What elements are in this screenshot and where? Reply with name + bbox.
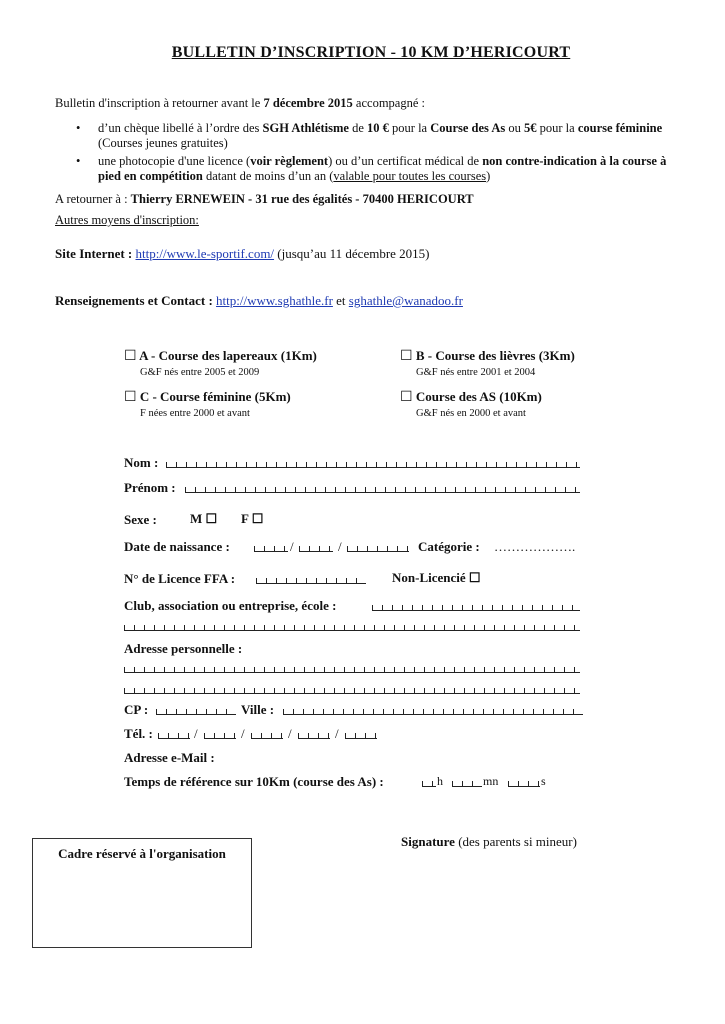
birthdate-year-field[interactable] (347, 543, 409, 552)
ville-field[interactable] (283, 706, 583, 715)
tel-field-5[interactable] (345, 730, 377, 739)
sexe-label: Sexe : (124, 512, 157, 527)
tel-separator: / (335, 726, 339, 741)
sexe-f-checkbox[interactable]: F ☐ (241, 511, 264, 526)
tel-field-2[interactable] (204, 730, 236, 739)
signature-line[interactable] (401, 834, 577, 850)
temps-hours-field[interactable] (422, 778, 436, 787)
prenom-field[interactable] (185, 484, 580, 493)
course-name: A - Course des lapereaux (1Km) (136, 348, 317, 363)
text: une photocopie d'une licence ( (98, 154, 251, 168)
tel-field-1[interactable] (158, 730, 190, 739)
licence-field[interactable] (256, 575, 366, 584)
list-item (76, 154, 676, 184)
text: datant de moins d’un an ( (202, 169, 334, 183)
requirements-list (76, 121, 676, 187)
website-note: (jusqu’au 11 décembre 2015) (274, 246, 430, 261)
tel-separator: / (288, 726, 292, 741)
other-methods-heading: Autres moyens d'inscription: (55, 213, 199, 227)
course-name: B - Course des lièvres (3Km) (412, 348, 575, 363)
intro-text-1: Bulletin d'inscription à retourner avant le (55, 96, 264, 110)
hours-unit: h (437, 774, 443, 788)
text: Course des As (430, 121, 506, 135)
text: pour la (388, 121, 431, 135)
tel-separator: / (241, 726, 245, 741)
text: d’un chèque libellé à l’ordre des (98, 121, 263, 135)
return-address (55, 192, 474, 207)
checkbox-icon[interactable]: ☐ (124, 349, 137, 364)
categorie-dots[interactable]: ………………. (494, 539, 576, 554)
temps-label: Temps de référence sur 10Km (course des As) : (124, 774, 384, 789)
text: (Courses jeunes gratuites) (98, 136, 228, 150)
tel-field-4[interactable] (298, 730, 330, 739)
non-licencie-checkbox[interactable]: Non-Licencié ☐ (392, 570, 481, 585)
course-option-as[interactable] (400, 389, 542, 419)
prenom-label: Prénom : (124, 480, 176, 495)
seconds-unit: s (541, 774, 546, 788)
text: SGH Athlétisme (262, 121, 349, 135)
club-field-1[interactable] (372, 602, 580, 611)
cp-label: CP : (124, 702, 149, 717)
text: voir règlement (250, 154, 329, 168)
course-name: C - Course féminine (5Km) (136, 389, 291, 404)
tel-separator: / (194, 726, 198, 741)
text: course féminine (577, 121, 663, 135)
date-separator: / (338, 539, 342, 554)
course-subtitle: G&F nés en 2000 et avant (416, 408, 526, 419)
email-label: Adresse e-Mail : (124, 750, 215, 765)
text: et (332, 293, 349, 308)
temps-seconds-field[interactable] (508, 778, 540, 787)
text: de (348, 121, 368, 135)
signature-label: Signature (401, 834, 455, 849)
birthdate-label: Date de naissance : (124, 539, 230, 554)
sexe-m-checkbox[interactable]: M ☐ (190, 511, 218, 526)
intro-text (55, 96, 425, 111)
club-label: Club, association ou entreprise, école : (124, 598, 337, 613)
deadline-date: 7 décembre 2015 (263, 96, 353, 110)
tel-field-3[interactable] (251, 730, 283, 739)
date-separator: / (290, 539, 294, 554)
adresse-label: Adresse personnelle : (124, 641, 243, 656)
contact-email-link[interactable]: sghathle@wanadoo.fr (348, 293, 463, 308)
signature-note: (des parents si mineur) (454, 834, 577, 849)
bullet-icon: • (76, 121, 81, 135)
bullet-icon: • (76, 154, 81, 168)
organisation-box-title: Cadre réservé à l'organisation (58, 846, 226, 861)
list-item (76, 121, 676, 151)
ville-label: Ville : (241, 702, 275, 717)
text: ) ou d’un certificat médical de (328, 154, 483, 168)
nom-field[interactable] (166, 459, 580, 468)
course-subtitle: G&F nés entre 2001 et 2004 (416, 367, 536, 378)
text: 10 € (367, 121, 389, 135)
text: ) (486, 169, 491, 183)
birthdate-day-field[interactable] (254, 543, 288, 552)
temps-minutes-field[interactable] (452, 778, 482, 787)
course-subtitle: G&F nés entre 2005 et 2009 (140, 367, 260, 378)
cp-field[interactable] (156, 706, 236, 715)
website-link[interactable]: http://www.le-sportif.com/ (135, 246, 275, 261)
text: pour la (536, 121, 578, 135)
contact-website-link[interactable]: http://www.sghathle.fr (216, 293, 333, 308)
course-name: Course des AS (10Km) (412, 389, 542, 404)
categorie-label: Catégorie : (418, 539, 480, 554)
club-field-2[interactable] (124, 622, 580, 631)
page-title: BULLETIN D’INSCRIPTION - 10 KM D’HERICOURT (171, 44, 571, 61)
checkbox-icon[interactable]: ☐ (400, 390, 413, 405)
text: ou (505, 121, 524, 135)
contact-label: Renseignements et Contact : (55, 293, 217, 308)
licence-label: N° de Licence FFA : (124, 571, 236, 586)
course-option-b[interactable] (400, 348, 575, 378)
minutes-unit: mn (483, 774, 499, 788)
website-line (55, 246, 430, 262)
checkbox-icon[interactable]: ☐ (400, 349, 413, 364)
course-option-a[interactable] (124, 348, 317, 378)
contact-line (55, 293, 463, 309)
text: 5€ (524, 121, 537, 135)
return-address-value: Thierry ERNEWEIN - 31 rue des égalités - 70400 HERICOURT (130, 192, 474, 206)
birthdate-month-field[interactable] (299, 543, 333, 552)
text: valable pour toutes les courses (333, 169, 487, 183)
nom-label: Nom : (124, 455, 159, 470)
website-label: Site Internet : (55, 246, 136, 261)
course-subtitle: F nées entre 2000 et avant (140, 408, 250, 419)
return-label: A retourner à : (55, 192, 131, 206)
checkbox-icon[interactable]: ☐ (124, 390, 137, 405)
text: non contre-indication à la course à pied en compétition (98, 154, 667, 183)
tel-label: Tél. : (124, 726, 153, 741)
organisation-box (32, 838, 252, 948)
adresse-field-2[interactable] (124, 685, 580, 694)
intro-text-2: accompagné : (352, 96, 425, 110)
course-option-c[interactable] (124, 389, 291, 419)
adresse-field-1[interactable] (124, 664, 580, 673)
